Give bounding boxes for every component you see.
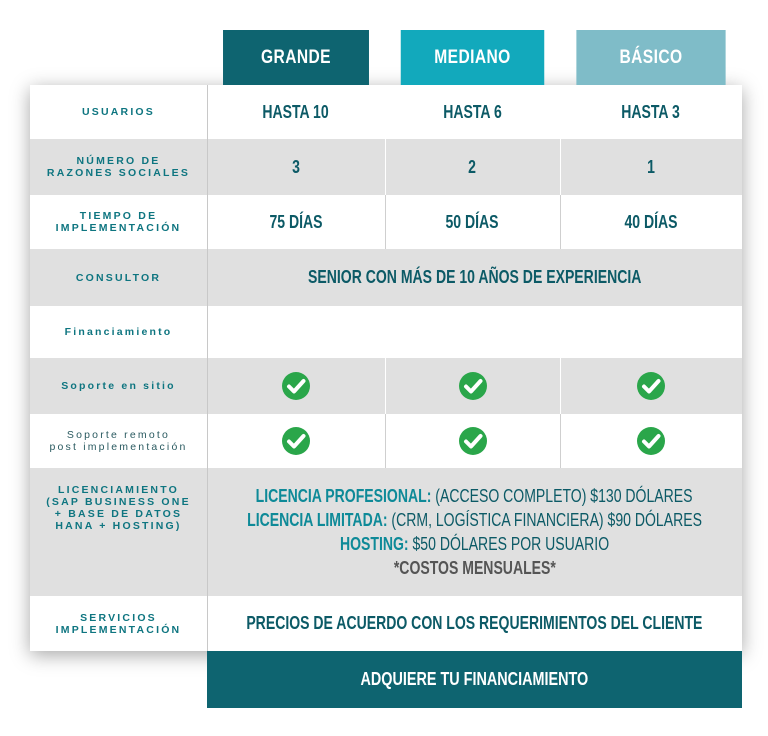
cell-consultor: SENIOR CON MÁS DE 10 AÑOS DE EXPERIENCIA (307, 267, 642, 287)
cell-razones-basico: 1 (647, 156, 655, 177)
row-label-financiamiento: Financiamiento (64, 326, 173, 338)
row-label-servicios: SERVICIOS IMPLEMENTACIÓN (55, 611, 182, 636)
row-servicios-implementacion (30, 596, 742, 651)
check-icon (560, 358, 742, 414)
row-label-licenciamiento: LICENCIAMIENTO (SAP BUSINESS ONE + BASE DE DATOS HANA + HOSTING) (46, 484, 191, 532)
row-licenciamiento (30, 468, 742, 596)
check-icon (385, 358, 560, 414)
row-tiempo-implementacion (30, 195, 742, 249)
row-label-soporte-sitio: Soporte en sitio (61, 380, 176, 392)
row-label-soporte-remoto: Soporte remoto post implementación (49, 429, 188, 453)
cell-usuarios-grande: HASTA 10 (262, 101, 330, 122)
license-line-hosting: HOSTING: $50 DÓLARES POR USUARIO (339, 534, 610, 554)
cell-usuarios-basico: HASTA 3 (621, 101, 681, 122)
row-label-usuarios: USUARIOS (81, 106, 156, 118)
row-soporte-sitio (30, 358, 742, 414)
row-usuarios (30, 85, 742, 139)
row-label-consultor: CONSULTOR (75, 271, 162, 284)
cell-razones-mediano: 2 (468, 156, 477, 177)
plan-header-grande: GRANDE (223, 30, 369, 85)
cell-usuarios-mediano: HASTA 6 (443, 101, 502, 122)
cell-tiempo-basico: 40 DÍAS (624, 211, 678, 232)
check-icon (207, 358, 385, 414)
check-icon (385, 414, 560, 468)
cell-tiempo-grande: 75 DÍAS (269, 211, 323, 232)
row-soporte-remoto (30, 414, 742, 468)
plan-header-mediano: MEDIANO (401, 30, 545, 85)
cell-tiempo-mediano: 50 DÍAS (445, 211, 500, 232)
license-line-limitada: LICENCIA LIMITADA: (CRM, LOGÍSTICA FINANCIERA) $90 DÓLARES (247, 510, 702, 530)
license-note: *COSTOS MENSUALES* (393, 558, 556, 578)
licensing-details (207, 468, 742, 596)
row-label-tiempo: TIEMPO DE IMPLEMENTACIÓN (55, 210, 182, 234)
license-line-profesional: LICENCIA PROFESIONAL: (ACCESO COMPLETO) $130 DÓLARES (256, 486, 693, 506)
acquire-financing-label: ADQUIERE TU FINANCIAMIENTO (360, 669, 589, 689)
row-financiamiento (30, 306, 742, 358)
cell-servicios: PRECIOS DE ACUERDO CON LOS REQUERIMIENTOS DEL CLIENTE (246, 613, 703, 633)
cell-razones-grande: 3 (292, 156, 300, 177)
check-icon (207, 414, 385, 468)
row-label-razones-sociales: NÚMERO DE RAZONES SOCIALES (46, 155, 191, 179)
row-razones-sociales (30, 139, 742, 195)
acquire-financing-button[interactable] (207, 651, 742, 708)
check-icon (560, 414, 742, 468)
plan-header-basico: BÁSICO (576, 30, 725, 85)
row-consultor (30, 249, 742, 306)
